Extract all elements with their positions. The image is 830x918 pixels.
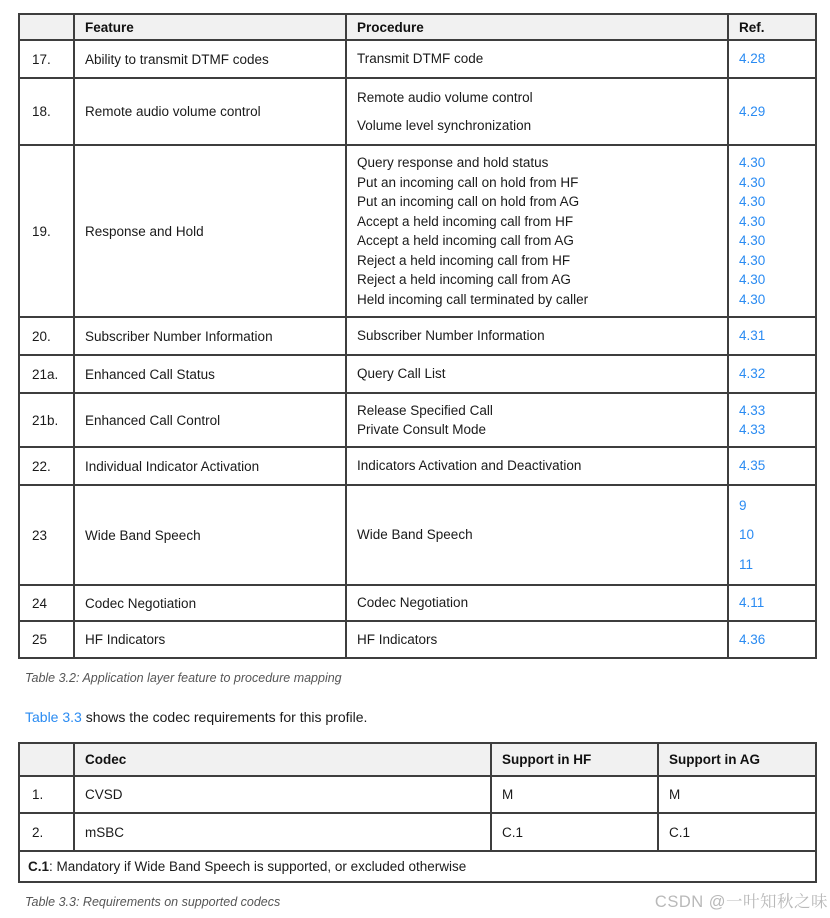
row-number: 18. (19, 78, 74, 145)
procedure-cell (346, 145, 728, 317)
feature-cell: Codec Negotiation (74, 585, 346, 621)
table-row-17 (19, 40, 816, 78)
feature-cell: Wide Band Speech (74, 485, 346, 585)
codec-cell: mSBC (74, 813, 491, 851)
procedure-line: Reject a held incoming call from HF (357, 252, 571, 268)
codec-support-table (18, 742, 817, 883)
column-header-codec: Codec (74, 743, 491, 776)
feature-cell: Enhanced Call Control (74, 393, 346, 447)
ref-link[interactable]: 10 (739, 527, 755, 543)
support-hf-cell: M (491, 776, 658, 813)
procedure-line: Query Call List (357, 366, 446, 382)
ref-cell (728, 485, 816, 585)
procedure-cell (346, 78, 728, 145)
feature-cell: Response and Hold (74, 145, 346, 317)
ref-cell (728, 355, 816, 393)
table-row-msbc (19, 813, 816, 851)
ref-cell (728, 621, 816, 658)
paragraph-text: shows the codec requirements for this profile. (81, 709, 368, 725)
ref-link[interactable]: 4.29 (739, 103, 766, 119)
table-row-19 (19, 145, 816, 317)
procedure-line: Indicators Activation and Deactivation (357, 458, 582, 474)
table-header-row (19, 743, 816, 776)
csdn-watermark: CSDN @一叶知秋之味 (654, 893, 828, 911)
procedure-cell (346, 447, 728, 485)
row-number: 1. (19, 776, 74, 813)
codec-cell: CVSD (74, 776, 491, 813)
feature-cell: Ability to transmit DTMF codes (74, 40, 346, 78)
procedure-line: Remote audio volume control (357, 89, 533, 105)
procedure-line: Put an incoming call on hold from AG (357, 194, 580, 209)
column-header-feature: Feature (74, 14, 346, 40)
ref-link[interactable]: 4.33 (739, 402, 766, 418)
ref-cell (728, 585, 816, 621)
support-ag-cell: C.1 (658, 813, 816, 851)
ref-link[interactable]: 4.30 (739, 233, 766, 248)
procedure-line: Volume level synchronization (357, 118, 532, 133)
procedure-line: Codec Negotiation (357, 595, 469, 611)
table-row-20 (19, 317, 816, 355)
column-header-empty (19, 14, 74, 40)
table-3-2-caption: Table 3.2: Application layer feature to procedure mapping (25, 671, 342, 685)
procedure-line: Accept a held incoming call from HF (357, 213, 574, 229)
row-number: 22. (19, 447, 74, 485)
ref-link[interactable]: 4.32 (739, 366, 766, 382)
row-number: 20. (19, 317, 74, 355)
row-number: 25 (19, 621, 74, 658)
feature-procedure-table (18, 13, 817, 659)
procedure-line: Private Consult Mode (357, 422, 487, 437)
procedure-line: Put an incoming call on hold from HF (357, 174, 579, 190)
ref-link[interactable]: 4.36 (739, 631, 766, 647)
column-header-support-hf: Support in HF (491, 743, 658, 776)
feature-cell: Enhanced Call Status (74, 355, 346, 393)
procedure-cell (346, 621, 728, 658)
procedure-line: Query response and hold status (357, 155, 549, 170)
procedure-line: Subscriber Number Information (357, 328, 545, 344)
table-row-21a (19, 355, 816, 393)
ref-link[interactable]: 11 (739, 556, 754, 572)
table-row-22 (19, 447, 816, 485)
procedure-cell (346, 317, 728, 355)
ref-link[interactable]: 4.30 (739, 213, 766, 229)
table-row-24 (19, 585, 816, 621)
procedure-cell (346, 393, 728, 447)
feature-cell: Individual Indicator Activation (74, 447, 346, 485)
procedure-line: Accept a held incoming call from AG (357, 233, 574, 248)
feature-cell: HF Indicators (74, 621, 346, 658)
row-number: 23 (19, 485, 74, 585)
ref-cell (728, 393, 816, 447)
ref-cell (728, 317, 816, 355)
row-number: 2. (19, 813, 74, 851)
table-row-21b (19, 393, 816, 447)
table-3-3-caption: Table 3.3: Requirements on supported codecs (25, 895, 281, 909)
procedure-cell (346, 585, 728, 621)
column-header-support-ag: Support in AG (658, 743, 816, 776)
row-number: 21b. (19, 393, 74, 447)
row-number: 17. (19, 40, 74, 78)
footnote-text: : Mandatory if Wide Band Speech is supported, or excluded otherwise (49, 859, 467, 874)
ref-link[interactable]: 4.30 (739, 291, 766, 307)
ref-link[interactable]: 4.30 (739, 252, 766, 268)
table-3-3-link[interactable]: Table 3.3 (25, 709, 82, 725)
support-hf-cell: C.1 (491, 813, 658, 851)
procedure-line: Wide Band Speech (357, 527, 473, 543)
procedure-line: Release Specified Call (357, 402, 493, 418)
ref-link[interactable]: 4.31 (739, 328, 766, 344)
row-number: 24 (19, 585, 74, 621)
column-header-empty (19, 743, 74, 776)
procedure-cell (346, 485, 728, 585)
feature-cell: Remote audio volume control (74, 78, 346, 145)
row-number: 21a. (19, 355, 74, 393)
footnote-term: C.1 (28, 859, 50, 874)
ref-link[interactable]: 4.35 (739, 458, 766, 474)
support-ag-cell: M (658, 776, 816, 813)
ref-link[interactable]: 4.30 (739, 194, 766, 209)
table-header-row (19, 14, 816, 40)
table-row-cvsd (19, 776, 816, 813)
ref-cell (728, 40, 816, 78)
procedure-line: Reject a held incoming call from AG (357, 272, 571, 287)
ref-link[interactable]: 9 (739, 497, 747, 513)
footnote-cell (19, 851, 816, 882)
row-number: 19. (19, 145, 74, 317)
ref-link[interactable]: 4.33 (739, 422, 766, 437)
ref-cell (728, 447, 816, 485)
table-row-25 (19, 621, 816, 658)
ref-link[interactable]: 4.28 (739, 51, 766, 67)
ref-link[interactable]: 4.30 (739, 155, 766, 170)
procedure-cell (346, 355, 728, 393)
table-row-23 (19, 485, 816, 585)
procedure-cell (346, 40, 728, 78)
table-footnote-row (19, 851, 816, 882)
table-row-18 (19, 78, 816, 145)
column-header-procedure: Procedure (346, 14, 728, 40)
ref-link[interactable]: 4.11 (739, 595, 765, 611)
procedure-line: Held incoming call terminated by caller (357, 291, 589, 307)
procedure-line: Transmit DTMF code (357, 51, 484, 67)
ref-cell (728, 145, 816, 317)
procedure-line: HF Indicators (357, 631, 438, 647)
ref-link[interactable]: 4.30 (739, 174, 766, 190)
ref-link[interactable]: 4.30 (739, 272, 766, 287)
codec-requirements-paragraph (25, 709, 367, 725)
ref-cell (728, 78, 816, 145)
column-header-ref: Ref. (728, 14, 816, 40)
feature-cell: Subscriber Number Information (74, 317, 346, 355)
